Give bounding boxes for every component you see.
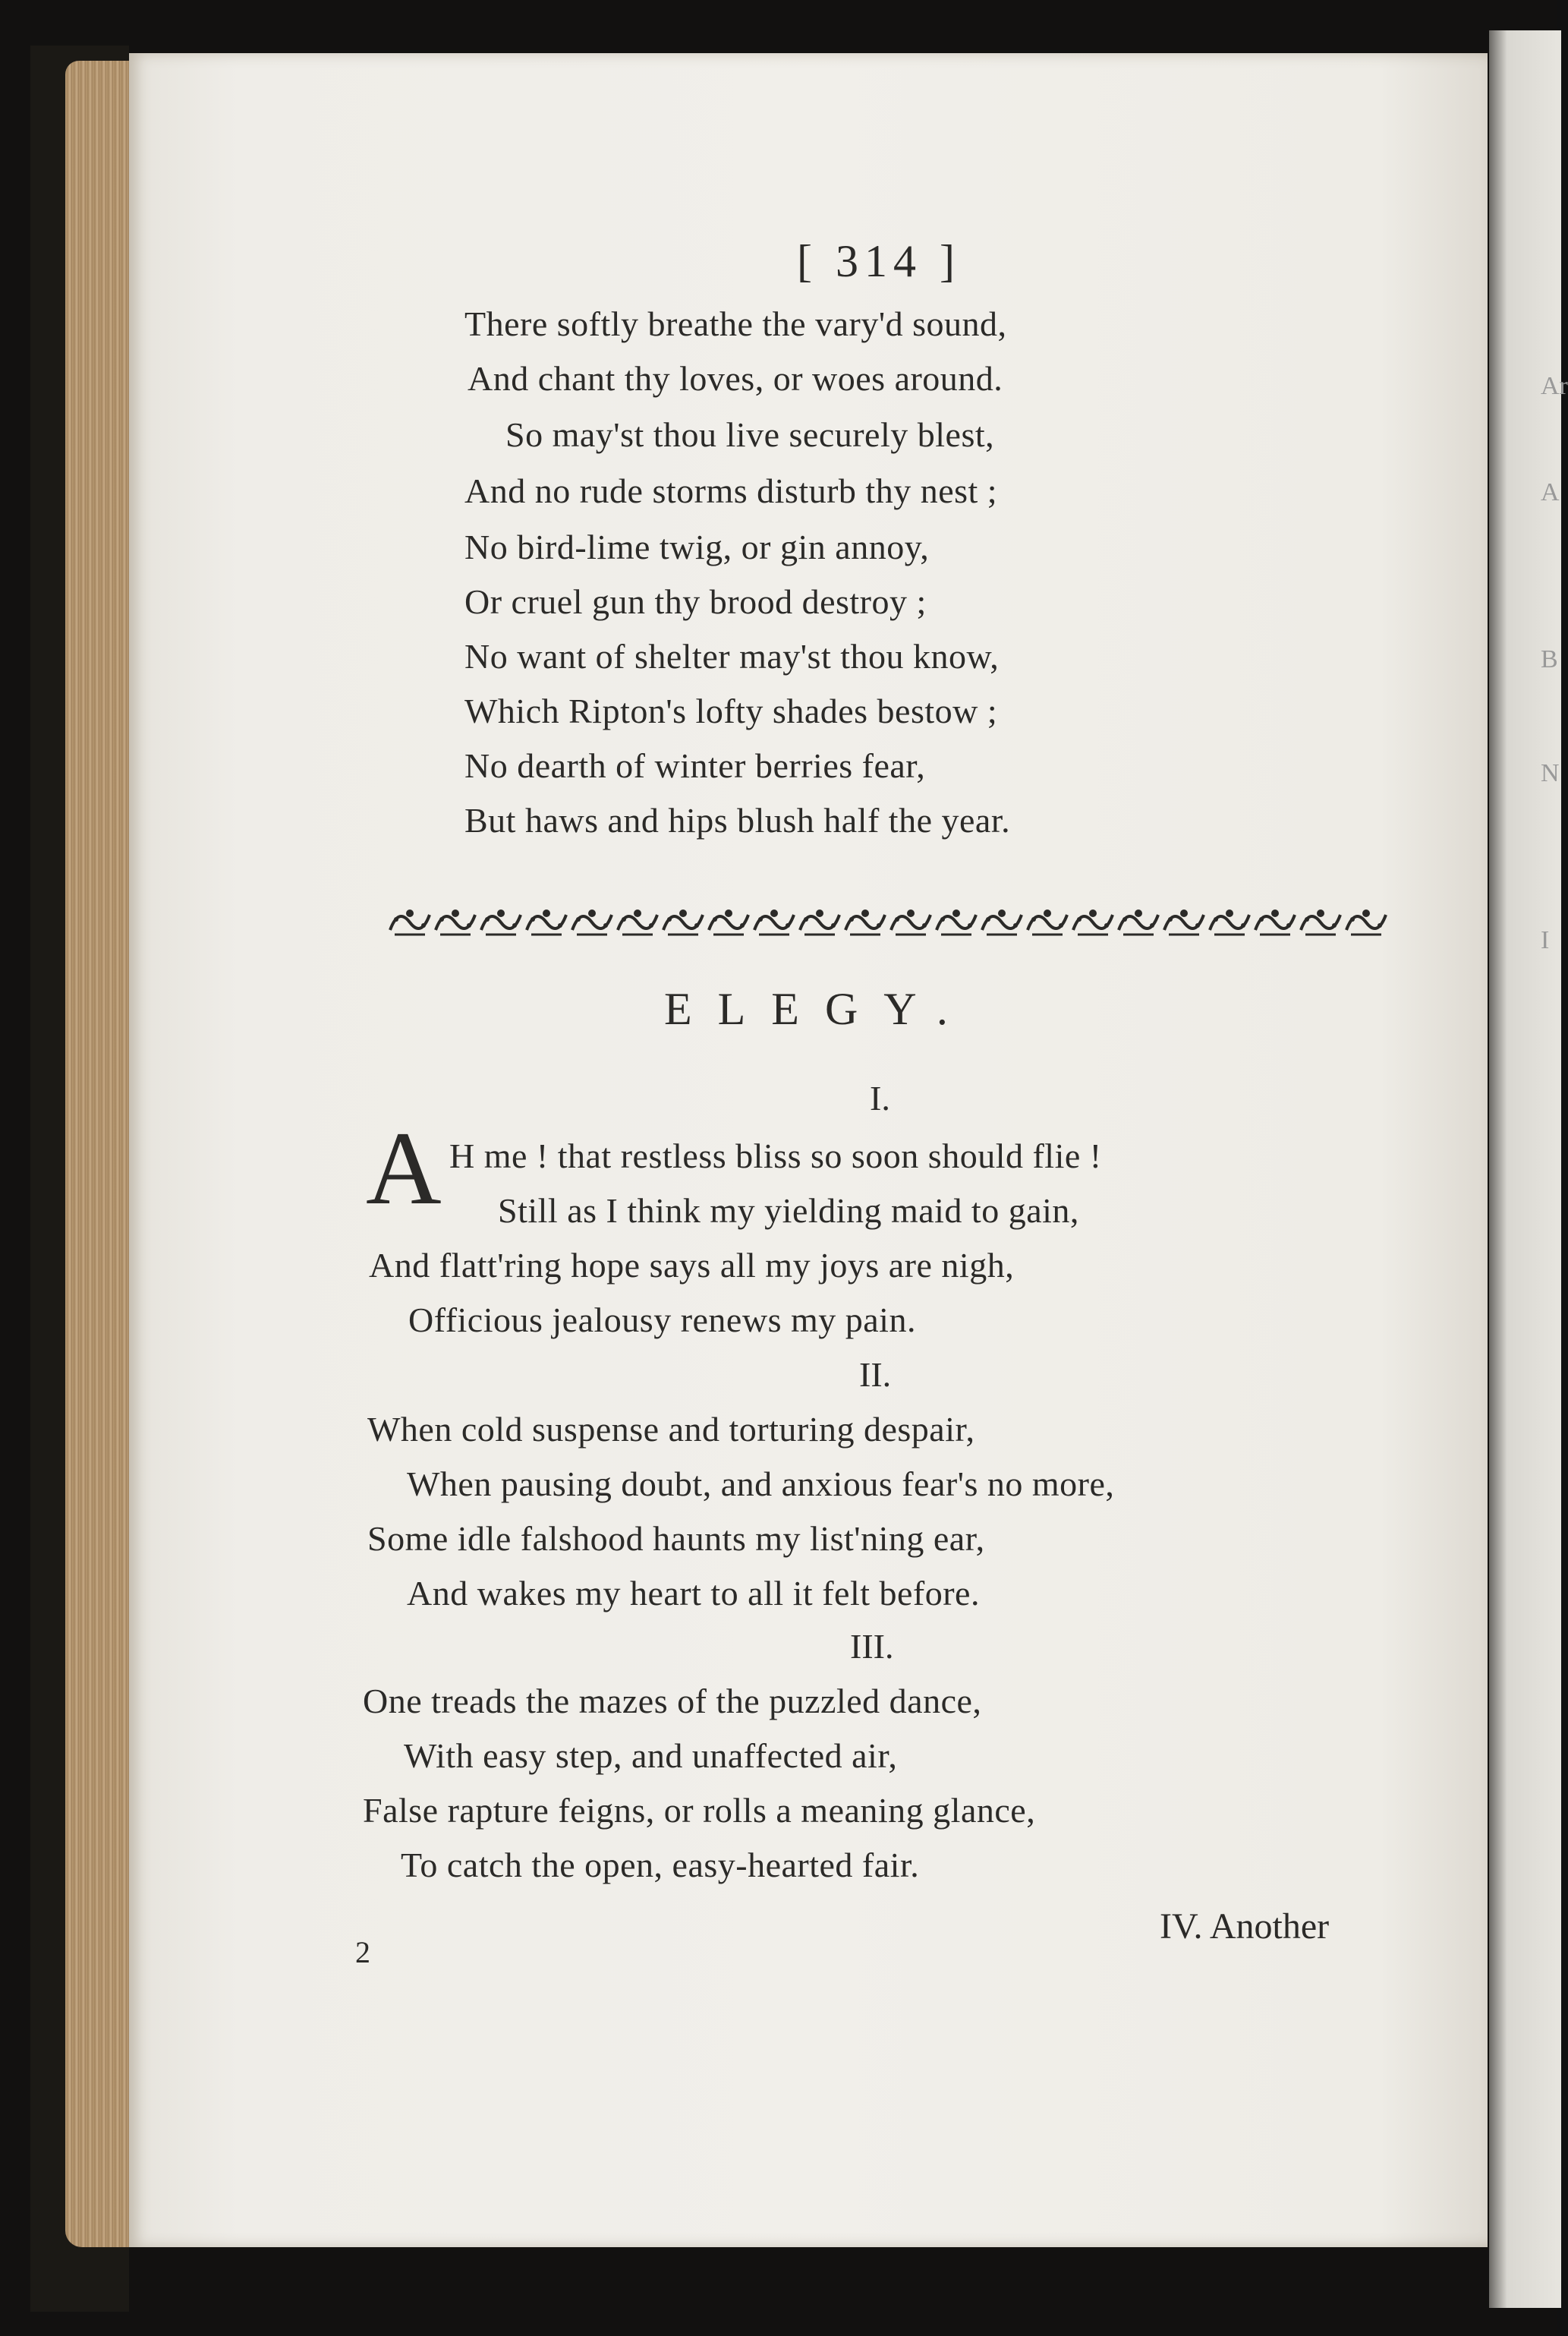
poem-line: False rapture feigns, or rolls a meaning glance, [363, 1791, 1036, 1830]
poem-line: Which Ripton's lofty shades bestow ; [464, 692, 998, 730]
poem-line: And flatt'ring hope says all my joys are nigh, [369, 1246, 1015, 1285]
poem-line: And wakes my heart to all it felt before. [407, 1574, 980, 1613]
ornament-border [387, 900, 1389, 945]
facing-letter: Ar [1541, 372, 1568, 400]
poem-line: When pausing doubt, and anxious fear's no more, [407, 1464, 1115, 1503]
poem-line: H me ! that restless bliss so soon should flie ! [449, 1136, 1102, 1175]
stanza-number: I. [870, 1079, 890, 1118]
poem-line: Still as I think my yielding maid to gain, [498, 1191, 1079, 1230]
facing-page-letters [1541, 0, 1568, 2336]
facing-letter: N [1541, 759, 1560, 787]
facing-letter: A [1541, 478, 1560, 506]
page-number: [ 314 ] [797, 236, 961, 286]
facing-letter: B [1541, 645, 1558, 673]
poem-line: No dearth of winter berries fear, [464, 746, 926, 785]
poem-line: There softly breathe the vary'd sound, [464, 304, 1007, 343]
poem-line: And chant thy loves, or woes around. [468, 359, 1003, 398]
elegy-title: ELEGY. [664, 984, 974, 1034]
stanza-number: III. [850, 1627, 894, 1666]
poem-line: So may'st thou live securely blest, [505, 415, 995, 454]
poem-line: No want of shelter may'st thou know, [464, 637, 1000, 676]
poem-line: Some idle falshood haunts my list'ning ear, [367, 1519, 985, 1558]
poem-line: No bird-lime twig, or gin annoy, [464, 528, 930, 566]
poem-line: But haws and hips blush half the year. [464, 801, 1011, 840]
poem-line: One treads the mazes of the puzzled dance, [363, 1682, 982, 1720]
drop-cap: A [366, 1110, 442, 1226]
facing-letter: I [1541, 926, 1550, 954]
poem-line: Or cruel gun thy brood destroy ; [464, 582, 927, 621]
poem-line: And no rude storms disturb thy nest ; [464, 471, 998, 510]
stanza-number: II. [859, 1355, 892, 1394]
poem-line: To catch the open, easy-hearted fair. [401, 1846, 920, 1884]
catchword: IV. Another [1160, 1906, 1330, 1947]
poem-line: Officious jealousy renews my pain. [408, 1300, 916, 1339]
poem-line: With easy step, and unaffected air, [404, 1736, 898, 1775]
signature-mark: 2 [355, 1935, 370, 1969]
poem-line: When cold suspense and torturing despair, [367, 1410, 975, 1449]
